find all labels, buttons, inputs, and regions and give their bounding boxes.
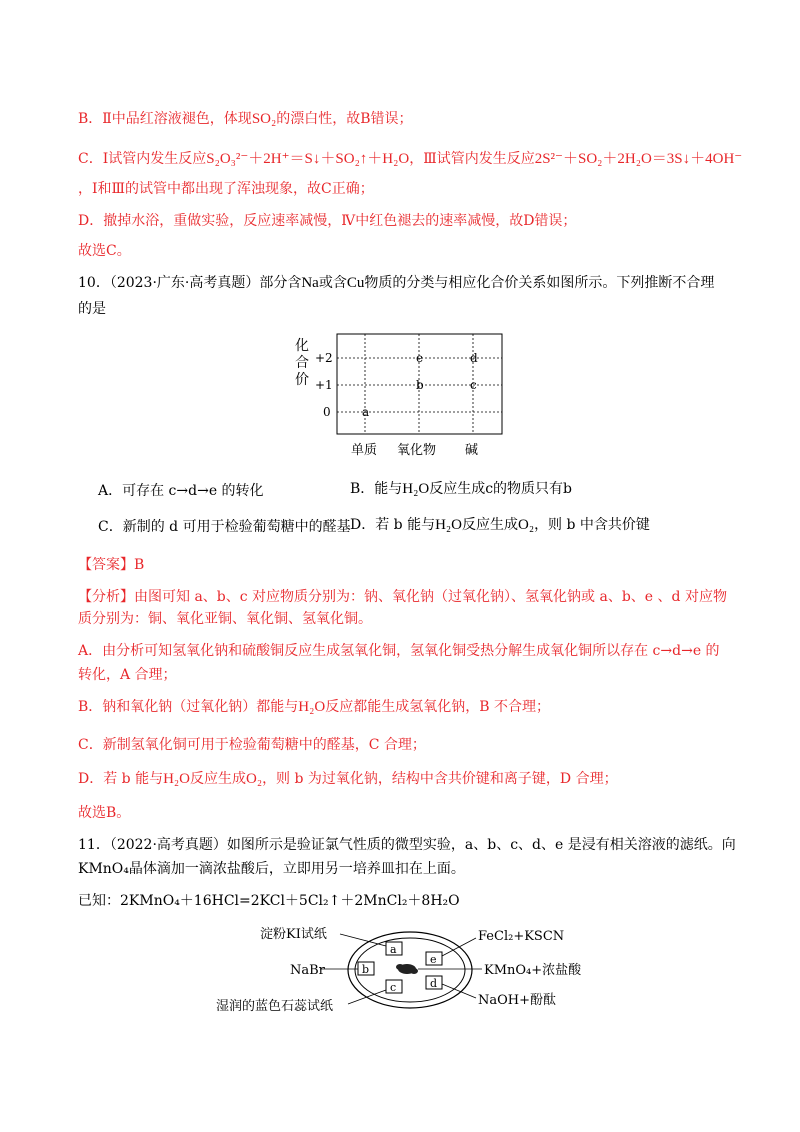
filter-label-e: e	[430, 953, 437, 966]
filter-label-c: c	[390, 981, 397, 994]
q10-analysis-cont: 质分别为：铜、氧化亚铜、氧化铜、氢氧化铜。	[78, 611, 372, 627]
q10-explain-d: D．若 b 能与H₂O反应生成O₂，则 b 为过氧化钠，结构中含共价键和离子键，D 合理；	[78, 771, 618, 787]
point-e: e	[416, 351, 424, 365]
q9-option-c: C．Ⅰ试管内发生反应S₂O₃²⁻＋2H⁺＝S↓＋SO₂↑＋H₂O，Ⅲ试管内发生反应2S²⁻＋SO₂＋2H₂O＝3S↓＋4OH⁻	[78, 151, 743, 167]
label-kmno4-hcl: KMnO₄+浓盐酸	[484, 963, 582, 978]
label-blue-litmus-paper: 湿润的蓝色石蕊试纸	[216, 999, 334, 1014]
filter-label-a: a	[390, 943, 397, 956]
label-starch-ki-paper: 淀粉KI试纸	[260, 927, 327, 942]
q10-option-a: A．可存在 c→d→e 的转化	[98, 483, 264, 499]
q10-option-b: B．能与H₂O反应生成c的物质只有b	[350, 481, 573, 497]
q11-known-equation: 已知：2KMnO₄＋16HCl=2KCl＋5Cl₂↑＋2MnCl₂＋8H₂O	[78, 893, 460, 909]
q10-analysis: 【分析】由图可知 a、b、c 对应物质分别为：钠、氧化钠（过氧化钠）、氢氧化钠或 a、b、e 、d 对应物	[78, 589, 727, 605]
x-cat-oxide: 氧化物	[397, 443, 437, 458]
filter-label-d: d	[430, 977, 438, 990]
q10-answer: 【答案】B	[78, 557, 145, 573]
y-label-1: 化	[295, 338, 309, 354]
petri-dish-diagram	[200, 918, 620, 1023]
q11-stem-cont: KMnO₄晶体滴加一滴浓盐酸后，立即用另一培养皿扣在上面。	[78, 861, 465, 877]
kmno4-crystals	[396, 964, 418, 974]
point-a: a	[362, 405, 370, 419]
y-tick-0: 0	[323, 405, 331, 419]
q10-stem: 10．（2023·广东·高考真题）部分含Na或含Cu物质的分类与相应化合价关系如图所示。下列推断不合理	[78, 275, 715, 291]
q10-explain-a: A．由分析可知氢氧化钠和硫酸铜反应生成氢氧化铜，氢氧化铜受热分解生成氧化铜所以存在 c→d→e 的	[78, 643, 720, 659]
y-label-2: 合	[295, 355, 309, 371]
q10-explain-c: C．新制氢氧化铜可用于检验葡萄糖中的醛基，C 合理；	[78, 737, 426, 753]
q10-explain-b: B．钠和氧化钠（过氧化钠）都能与H₂O反应都能生成氢氧化钠，B 不合理；	[78, 699, 550, 715]
valence-chart	[285, 328, 515, 460]
q10-choice: 故选B。	[78, 805, 131, 821]
q10-option-c: C．新制的 d 可用于检验葡萄糖中的醛基	[98, 519, 351, 535]
label-naoh-phenolphthalein: NaOH+酚酞	[478, 993, 557, 1008]
x-cat-base: 碱	[465, 443, 479, 458]
y-tick-plus2: +2	[315, 351, 333, 365]
point-b: b	[416, 378, 424, 392]
y-tick-plus1: +1	[315, 378, 333, 392]
q11-stem: 11．（2022·高考真题）如图所示是验证氯气性质的微型实验，a、b、c、d、e 是浸有相关溶液的滤纸。向	[78, 837, 736, 853]
filter-label-b: b	[362, 963, 370, 976]
q10-explain-a-cont: 转化，A 合理；	[78, 667, 177, 683]
point-c: c	[470, 378, 477, 392]
q9-option-b: B．Ⅱ中品红溶液褪色，体现SO₂的漂白性，故B错误；	[78, 111, 413, 127]
x-cat-elemental: 单质	[351, 443, 378, 458]
q9-option-d: D．撤掉水浴，重做实验，反应速率减慢，Ⅳ中红色褪去的速率减慢，故D错误；	[78, 213, 577, 229]
q10-option-d: D．若 b 能与H₂O反应生成O₂，则 b 中含共价键	[350, 517, 650, 533]
label-nabr: NaBr	[290, 963, 325, 978]
q9-choice: 故选C。	[78, 243, 131, 259]
point-d: d	[470, 351, 478, 365]
q9-option-c-cont: ，Ⅰ和Ⅲ的试管中都出现了浑浊现象，故C正确；	[78, 181, 374, 197]
label-fecl2-kscn: FeCl₂+KSCN	[478, 929, 565, 944]
y-label-3: 价	[295, 372, 309, 388]
q10-stem-cont: 的是	[78, 301, 106, 317]
